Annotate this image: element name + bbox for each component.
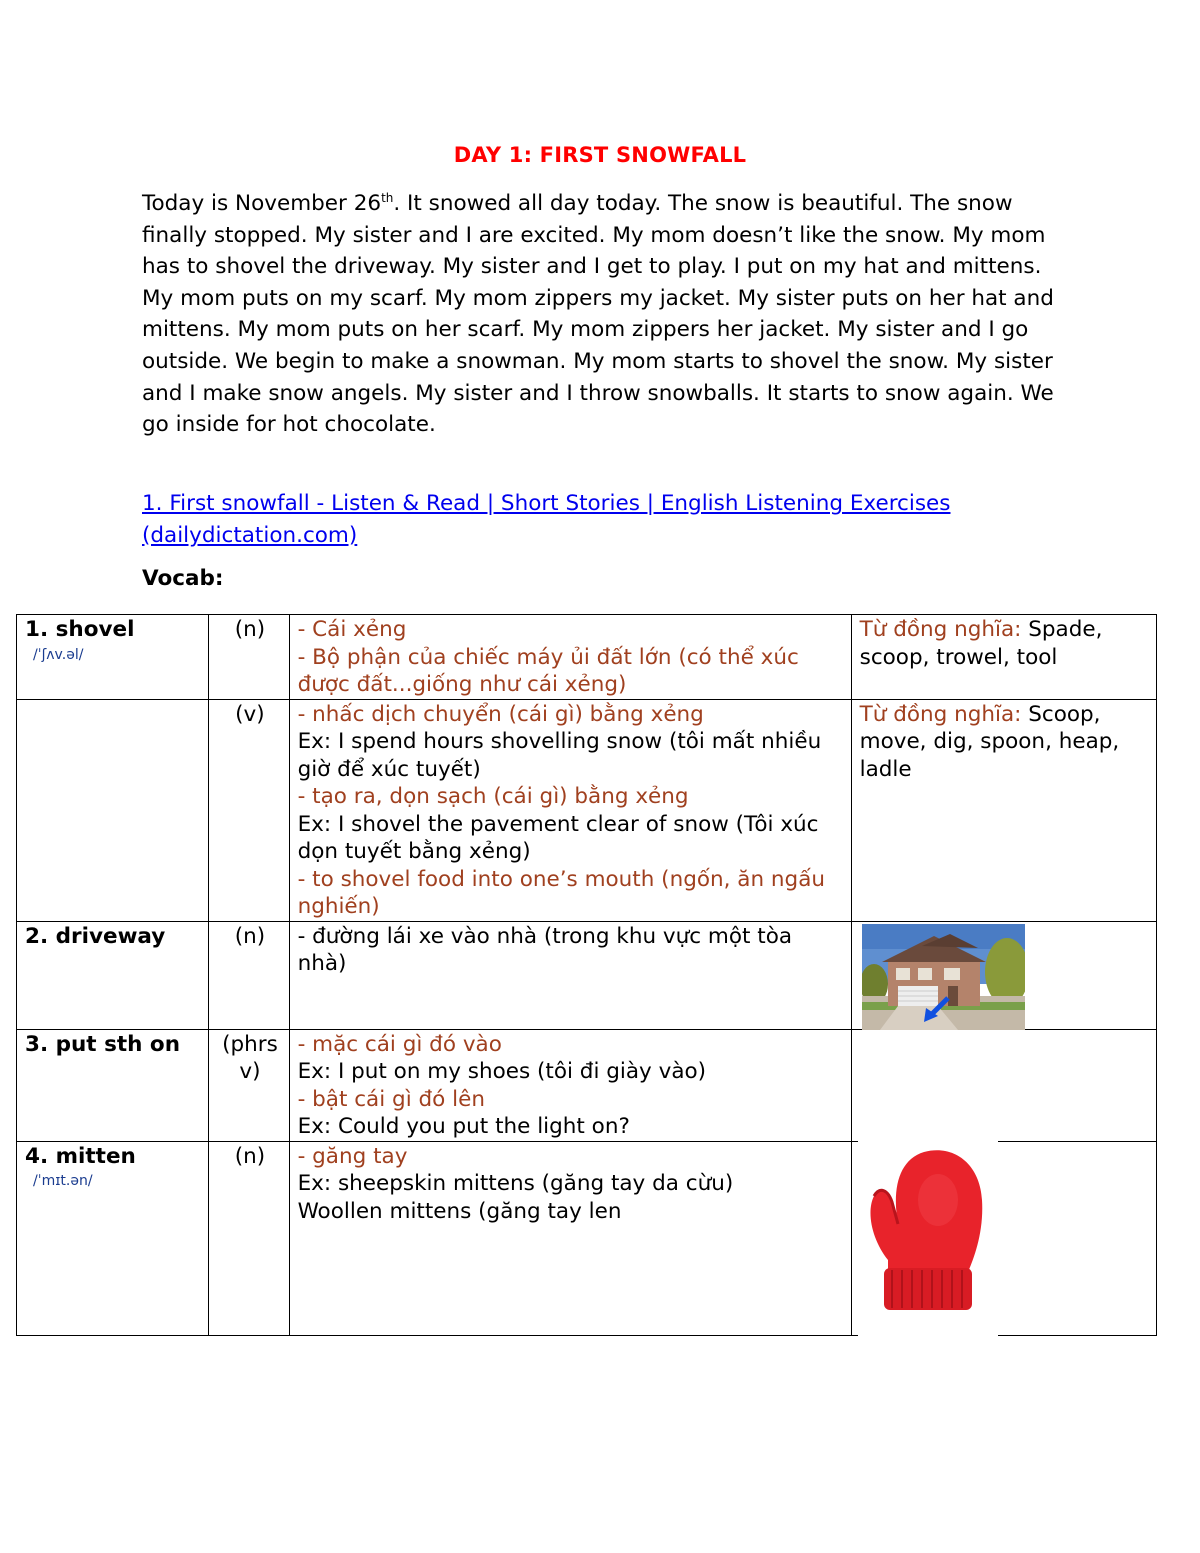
synonym-list: Scoop, move, dig, spoon, heap, ladle (859, 701, 1120, 782)
vocab-pos: (phrs v) (209, 1029, 289, 1141)
table-row (17, 699, 1157, 921)
synonym-cell (851, 699, 1156, 921)
meaning-line: - đường lái xe vào nhà (trong khu vực một tòa nhà) (297, 923, 793, 976)
vocab-meaning-cell (289, 921, 851, 1029)
example-line: Ex: Could you put the light on? (297, 1114, 630, 1139)
synonym-list: Spade, scoop, trowel, tool (859, 617, 1103, 670)
vocab-pos: (v) (209, 699, 289, 921)
vocab-ipa: /ˈmɪt.ən/ (33, 1173, 93, 1189)
story-paragraph: Today is November 26th. It snowed all day today. The snow is beautiful. The snow finally stopped. My sister and I are excited. My mom doesn’t like the snow. My mom has to shovel the driveway. My sister and I get to play. I put on my hat and mittens. My mom puts on my scarf. My mom zippers my jacket. My sister puts on her hat and mittens. My mom puts on her scarf. My mom zippers her jacket. My sister and I go outside. We begin to make a snowman. My mom starts to shovel the snow. My sister and I make snow angels. My sister and I throw snowballs. It starts to snow again. We go inside for hot chocolate. (142, 190, 1054, 438)
meaning-line: - to shovel food into one’s mouth (ngốn, ăn ngấu nghiến) (297, 866, 826, 919)
example-line: Ex: I put on my shoes (tôi đi giày vào) (297, 1059, 707, 1084)
vocab-table (16, 614, 1157, 1336)
meaning-line: - găng tay (297, 1143, 408, 1169)
picture-cell (851, 1029, 1156, 1141)
table-row (17, 1141, 1157, 1335)
vocab-meaning-cell (289, 1141, 851, 1335)
vocab-word-cell (17, 1141, 209, 1335)
synonym-label: Từ đồng nghĩa: (859, 617, 1022, 642)
driveway-house-image (862, 924, 1025, 1030)
vocab-word-cell (17, 615, 209, 700)
vocab-word: 3. put sth on (25, 1031, 181, 1057)
mitten-image (858, 1140, 998, 1336)
page-title: DAY 1: FIRST SNOWFALL (453, 143, 747, 167)
vocab-pos: (n) (209, 615, 289, 700)
table-row (17, 921, 1157, 1029)
table-row (17, 615, 1157, 700)
vocab-word: 4. mitten (25, 1143, 136, 1169)
vocab-word-cell (17, 699, 209, 921)
example-line: Ex: I spend hours shovelling snow (tôi mất nhiều giờ để xúc tuyết) (297, 729, 822, 782)
table-row (17, 1029, 1157, 1141)
vocab-meaning-cell (289, 1029, 851, 1141)
example-line: Ex: sheepskin mittens (găng tay da cừu) (297, 1171, 734, 1196)
vocab-heading: Vocab: (142, 566, 224, 591)
vocab-pos: (n) (209, 921, 289, 1029)
meaning-line: - tạo ra, dọn sạch (cái gì) bằng xẻng (297, 784, 689, 809)
meaning-line: - mặc cái gì đó vào (297, 1031, 502, 1057)
synonym-label: Từ đồng nghĩa: (859, 701, 1022, 727)
example-line: Woollen mittens (găng tay len (297, 1198, 622, 1224)
meaning-line: - nhấc dịch chuyển (cái gì) bằng xẻng (297, 701, 704, 727)
picture-cell (851, 1141, 1156, 1335)
vocab-word: 2. driveway (25, 923, 166, 949)
meaning-line: - bật cái gì đó lên (297, 1086, 485, 1112)
synonym-cell (851, 615, 1156, 700)
vocab-ipa: /ˈʃʌv.əl/ (33, 646, 84, 663)
example-line: Ex: I shovel the pavement clear of snow (Tôi xúc dọn tuyết bằng xẻng) (297, 811, 819, 864)
vocab-word-cell (17, 921, 209, 1029)
vocab-pos: (n) (209, 1141, 289, 1335)
vocab-word-cell (17, 1029, 209, 1141)
source-link-line2[interactable]: (dailydictation.com) (142, 523, 358, 548)
vocab-meaning-cell (289, 615, 851, 700)
picture-cell (851, 921, 1156, 1029)
vocab-word: 1. shovel (25, 617, 135, 642)
meaning-line: - Cái xẻng (297, 617, 407, 642)
source-link-line1[interactable]: 1. First snowfall - Listen & Read | Short Stories | English Listening Exercises (142, 491, 951, 516)
source-link[interactable] (142, 488, 1062, 552)
vocab-meaning-cell (289, 699, 851, 921)
meaning-line: - Bộ phận của chiếc máy ủi đất lớn (có thể xúc được đất...giống như cái xẻng) (297, 644, 799, 697)
